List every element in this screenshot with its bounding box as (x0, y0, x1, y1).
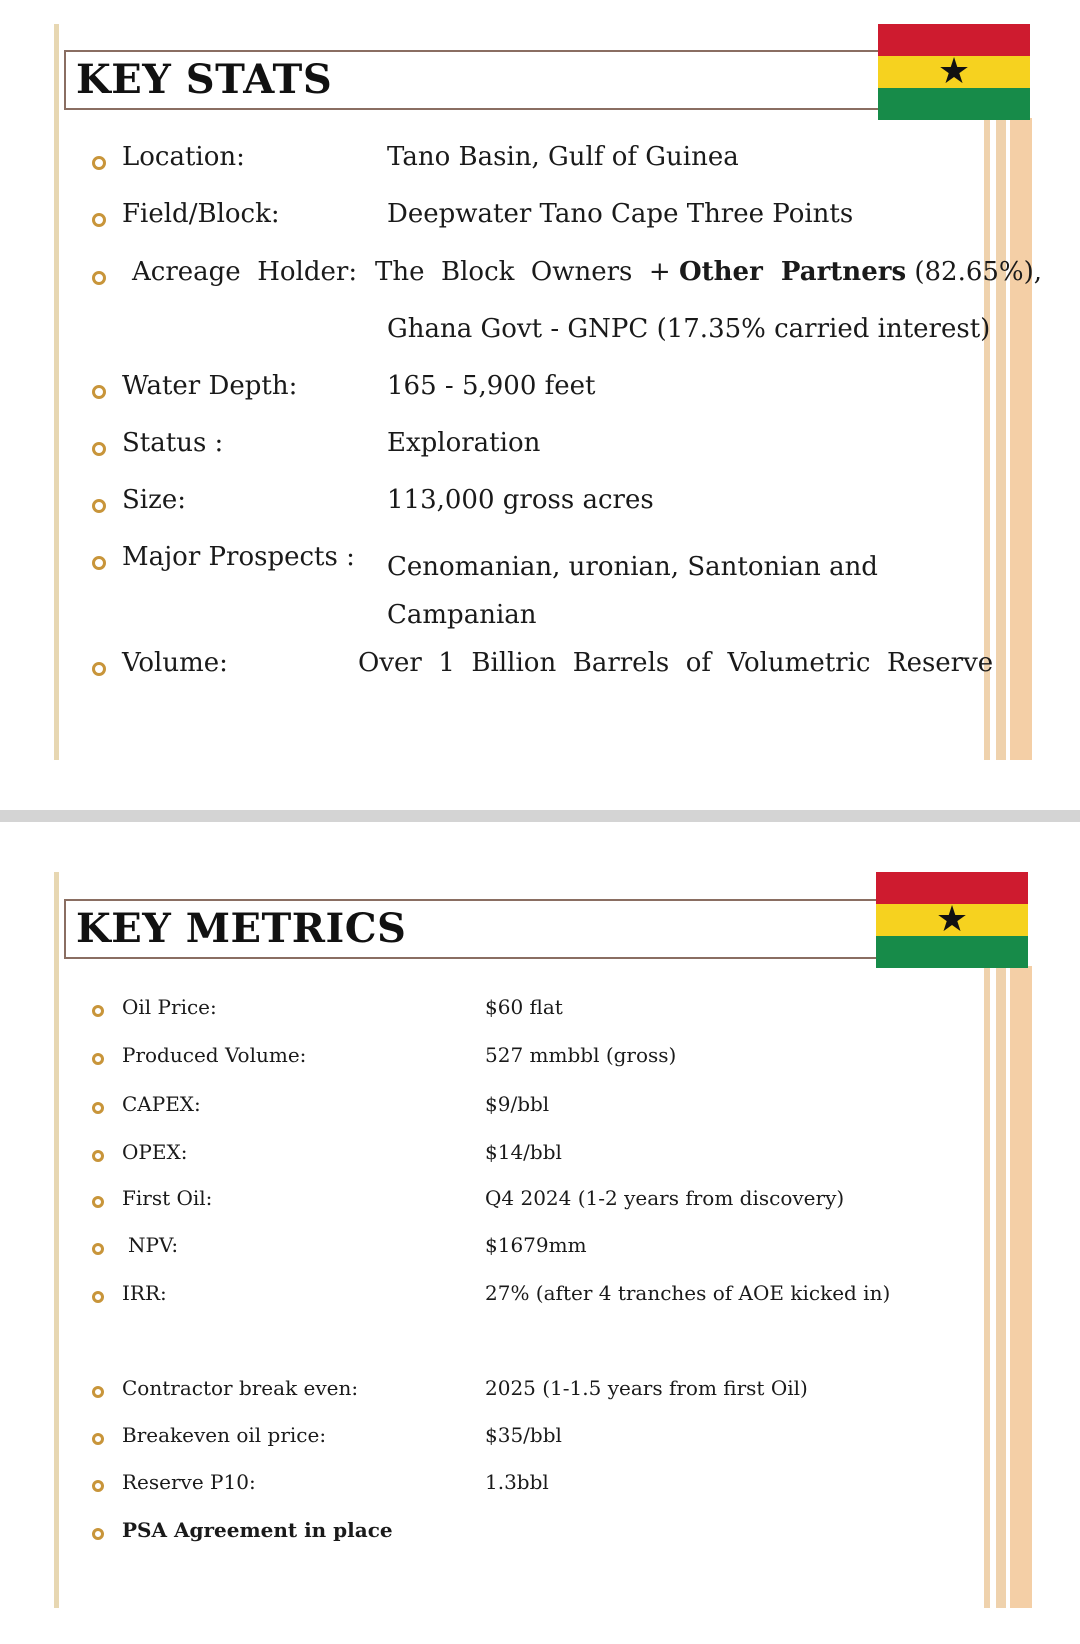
list-item (92, 1092, 1020, 1122)
row-label: Acreage Holder: (132, 257, 358, 287)
bullet-icon (92, 1196, 104, 1208)
list-item (92, 485, 1020, 525)
list-item (92, 1140, 1020, 1170)
bullet-icon (92, 156, 106, 170)
bullet-icon (92, 1528, 104, 1540)
star-icon: ★ (937, 51, 971, 92)
bullet-icon (92, 499, 106, 513)
row-label: NPV: (128, 1233, 179, 1257)
list-item (92, 142, 1020, 182)
row-value: Exploration (387, 428, 541, 458)
row-value: 27% (after 4 tranches of AOE kicked in) (485, 1281, 891, 1305)
list-item (92, 542, 1020, 582)
row-value: $60 flat (485, 995, 563, 1019)
list-item (92, 428, 1020, 468)
row-label: Size: (122, 485, 186, 515)
slide-title: KEY METRICS (76, 905, 407, 952)
list-item (92, 995, 1020, 1025)
bullet-icon (92, 662, 106, 676)
row-value: 165 - 5,900 feet (387, 371, 596, 401)
row-value: Q4 2024 (1-2 years from discovery) (485, 1186, 845, 1210)
list-item (92, 1518, 1020, 1548)
row-label: First Oil: (122, 1186, 213, 1210)
row-label: CAPEX: (122, 1092, 201, 1116)
ghana-flag-icon (876, 872, 1028, 968)
left-decorative-rule (54, 24, 59, 760)
row-label: Oil Price: (122, 995, 217, 1019)
bullet-icon (92, 385, 106, 399)
row-label: Reserve P10: (122, 1470, 256, 1494)
bullet-icon (92, 271, 106, 285)
row-label: PSA Agreement in place (122, 1518, 393, 1542)
list-item (92, 1233, 1020, 1263)
row-value: 1.3bbl (485, 1470, 549, 1494)
row-label: Water Depth: (122, 371, 298, 401)
row-label: Contractor break even: (122, 1376, 359, 1400)
row-value: Ghana Govt - GNPC (17.35% carried interest) (387, 314, 991, 344)
row-value: $35/bbl (485, 1423, 562, 1447)
title-box (64, 899, 878, 959)
row-value: Deepwater Tano Cape Three Points (387, 199, 854, 229)
bullet-icon (92, 1005, 104, 1017)
list-item (92, 257, 1043, 297)
list-item (92, 371, 1020, 411)
bullet-icon (92, 1433, 104, 1445)
bullet-icon (92, 1480, 104, 1492)
bullet-icon (92, 1053, 104, 1065)
bullet-icon (92, 442, 106, 456)
list-item (92, 1281, 1020, 1311)
slide-key-stats (0, 0, 1080, 810)
row-label: Produced Volume: (122, 1043, 307, 1067)
title-box (64, 50, 880, 110)
list-item (92, 648, 1020, 688)
row-value: $9/bbl (485, 1092, 550, 1116)
row-label: Volume: (122, 648, 228, 678)
row-label: Location: (122, 142, 245, 172)
ghana-flag-icon (878, 24, 1030, 120)
list-item (92, 1376, 1020, 1406)
row-value: 527 mmbbl (gross) (485, 1043, 677, 1067)
row-value: Cenomanian, uronian, Santonian and (387, 552, 878, 582)
slide-title: KEY STATS (76, 56, 333, 103)
star-icon: ★ (935, 899, 969, 940)
slide-divider (0, 810, 1080, 822)
bullet-icon (92, 556, 106, 570)
row-label: Major Prospects : (122, 542, 355, 572)
left-decorative-rule (54, 872, 59, 1608)
bullet-icon (92, 1291, 104, 1303)
row-value: 113,000 gross acres (387, 485, 654, 515)
row-value: Campanian (387, 600, 537, 630)
bullet-icon (92, 1243, 104, 1255)
list-item (92, 1043, 1020, 1073)
slide-key-metrics (0, 822, 1080, 1644)
row-value: $14/bbl (485, 1140, 562, 1164)
row-value: The Block Owners + Other Partners (82.65%), (375, 257, 1043, 287)
bullet-icon (92, 213, 106, 227)
list-item (92, 199, 1020, 239)
bullet-icon (92, 1386, 104, 1398)
row-value: Over 1 Billion Barrels of Volumetric Reserve (358, 648, 994, 678)
row-label: Field/Block: (122, 199, 280, 229)
row-label: Breakeven oil price: (122, 1423, 327, 1447)
row-value: 2025 (1-1.5 years from first Oil) (485, 1376, 808, 1400)
row-value: Tano Basin, Gulf of Guinea (387, 142, 739, 172)
row-label: OPEX: (122, 1140, 188, 1164)
list-item (92, 1470, 1020, 1500)
list-item-continued (92, 314, 1020, 354)
row-label: IRR: (122, 1281, 167, 1305)
row-label: Status : (122, 428, 224, 458)
bullet-icon (92, 1150, 104, 1162)
list-item (92, 1423, 1020, 1453)
list-item (92, 1186, 1020, 1216)
list-item-continued (92, 600, 1020, 640)
row-value: $1679mm (485, 1233, 587, 1257)
bullet-icon (92, 1102, 104, 1114)
